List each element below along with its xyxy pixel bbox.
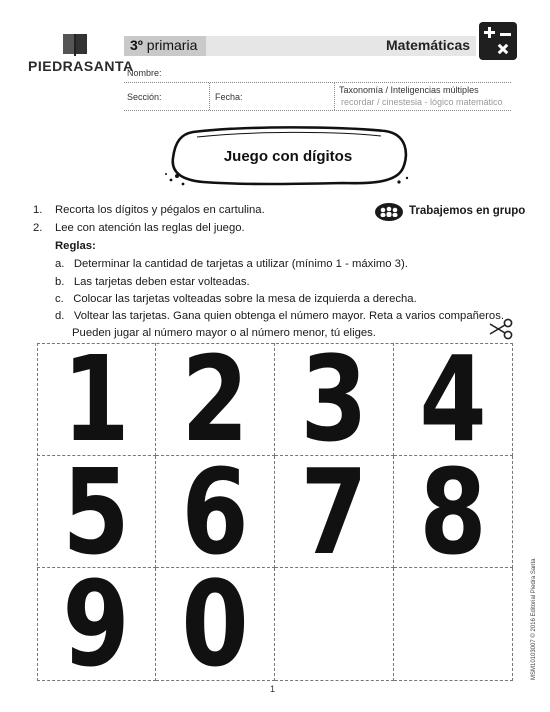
divider [209, 83, 210, 110]
digit-card[interactable]: 2 [156, 343, 275, 456]
scissors-icon [488, 318, 514, 340]
digit-card[interactable]: 0 [156, 568, 275, 681]
divider [334, 83, 335, 110]
plus-minus-times-icon [479, 22, 517, 60]
section-label: Sección: [127, 92, 162, 102]
group-people-icon [375, 203, 403, 221]
digit-card[interactable]: 3 [275, 343, 394, 456]
digit-card[interactable]: 4 [394, 343, 513, 456]
taxonomy-label: Taxonomía / Inteligencias múltiples [339, 85, 479, 95]
list-item: 1. Recorta los dígitos y pégalos en cartulina. [33, 204, 265, 216]
rule-item: c. Colocar las tarjetas volteadas sobre la mesa de izquierda a derecha. [55, 293, 417, 305]
grade-label: 3º primaria [130, 37, 198, 53]
section-line [124, 110, 511, 111]
publisher-name: PIEDRASANTA [28, 58, 134, 74]
digit-card[interactable]: 7 [275, 456, 394, 569]
cards-outer-border [37, 343, 513, 681]
rule-item: b. Las tarjetas deben estar volteadas. [55, 276, 250, 288]
digit-card[interactable]: 9 [37, 568, 156, 681]
taxonomy-value: recordar / cinestesia - lógico matemático [341, 97, 503, 107]
digit-card[interactable]: 1 [37, 343, 156, 456]
rule-item: a. Determinar la cantidad de tarjetas a utilizar (mínimo 1 - máximo 3). [55, 258, 408, 270]
rule-item: d. Voltear las tarjetas. Gana quien obtenga el número mayor. Reta a varios compañeros. [55, 310, 504, 322]
digit-card[interactable]: 6 [156, 456, 275, 569]
name-label: Nombre: [127, 68, 162, 78]
copyright-text: MSM10103007 © 2016 Editorial Piedra Santa [531, 558, 537, 680]
group-badge-label: Trabajemos en grupo [409, 205, 526, 217]
date-label: Fecha: [215, 92, 243, 102]
digit-card[interactable]: 5 [37, 456, 156, 569]
subject-label: Matemáticas [386, 37, 471, 53]
rules-heading: Reglas: [55, 240, 96, 252]
name-line [124, 82, 511, 83]
rule-item-continuation: Pueden jugar al número mayor o al número menor, tú eliges. [72, 327, 376, 339]
list-item: 2. Lee con atención las reglas del juego. [33, 222, 245, 234]
publisher-logo-icon [60, 32, 90, 58]
page-title: Juego con dígitos [223, 148, 353, 165]
page-number: 1 [270, 684, 276, 694]
digit-card[interactable]: 8 [394, 456, 513, 569]
